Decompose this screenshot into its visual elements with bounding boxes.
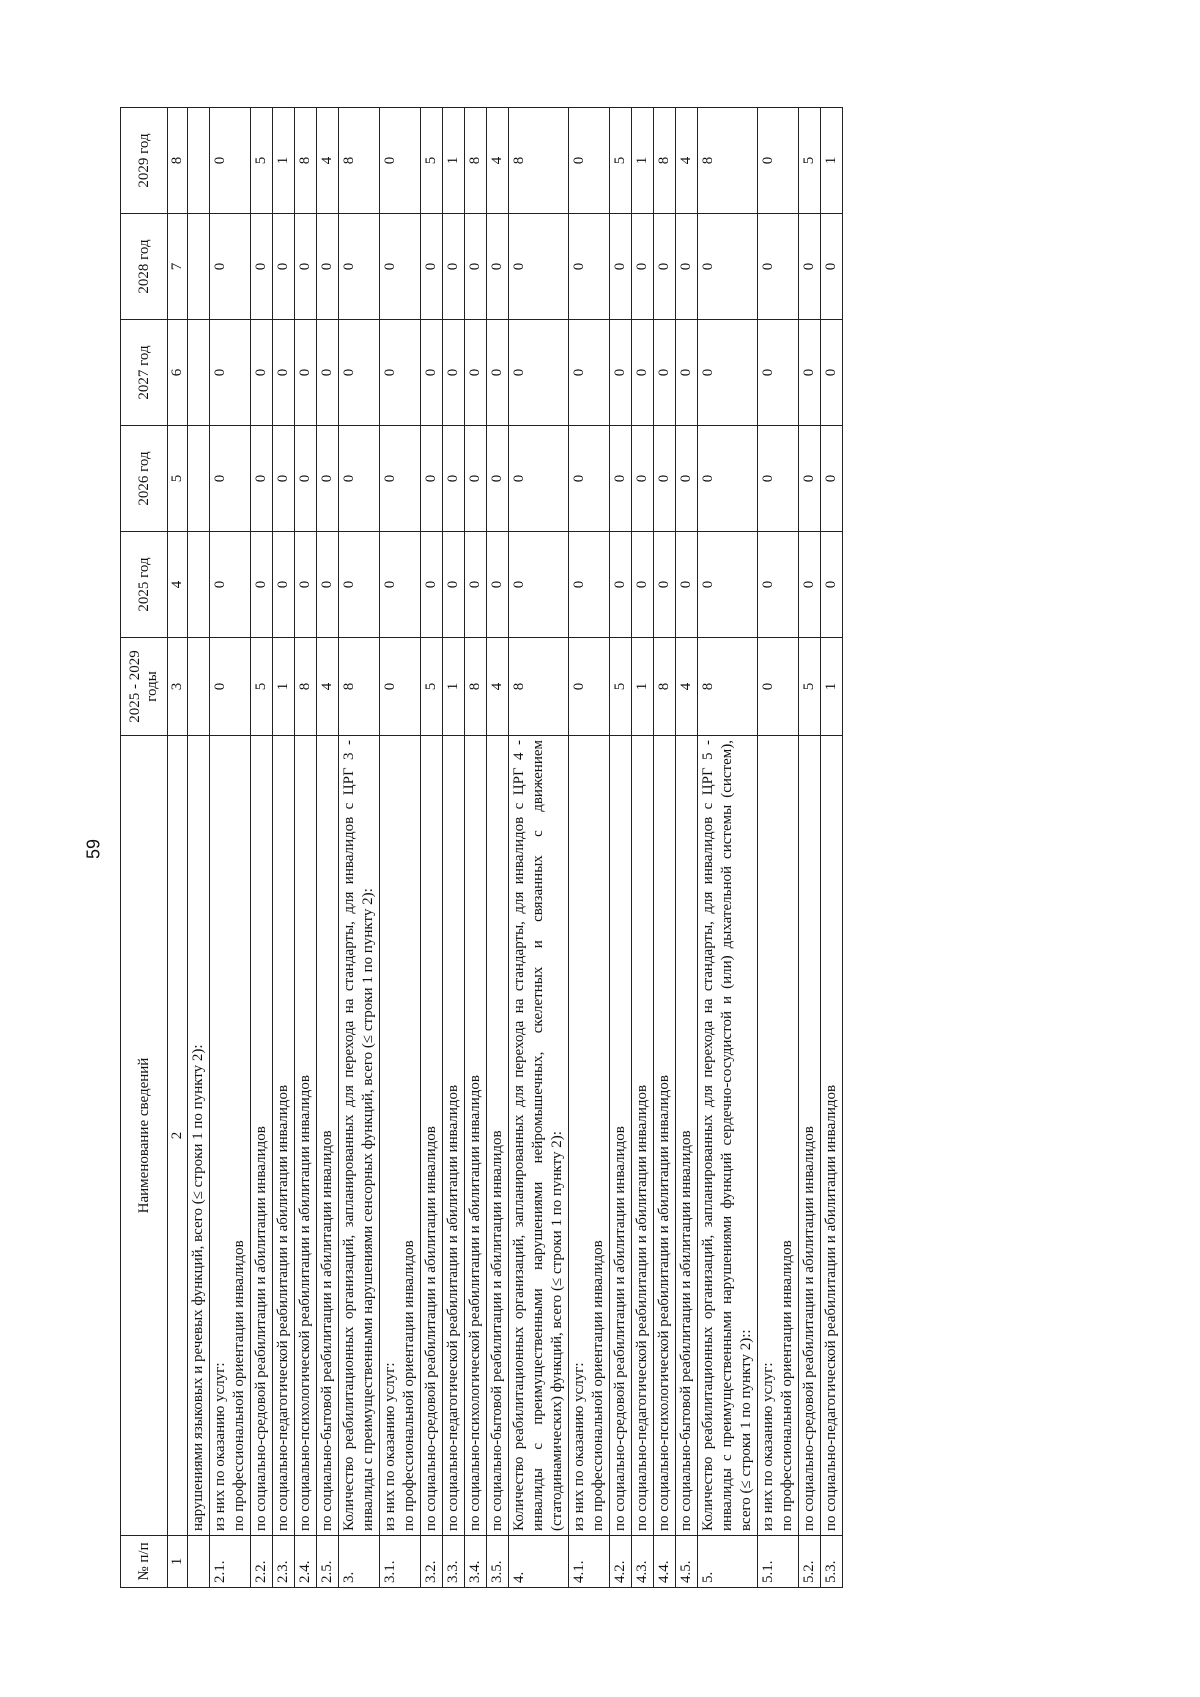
row-value: 8 (465, 638, 487, 736)
row-value: 1 (821, 108, 843, 214)
table-row (509, 108, 569, 1588)
row-number: 4.3. (632, 1536, 654, 1588)
col-number: 2 (168, 736, 188, 1536)
row-value: 0 (295, 426, 317, 532)
row-value: 0 (758, 108, 799, 214)
table-row (273, 108, 295, 1588)
row-value: 0 (380, 320, 421, 426)
row-name: по социально-психологической реабилитации и абилитации инвалидов (295, 736, 317, 1536)
row-number: 5.2. (799, 1536, 821, 1588)
row-value: 0 (654, 532, 676, 638)
table-row (251, 108, 273, 1588)
row-name: нарушениями языковых и речевых функций, всего (≤ строки 1 по пункту 2): (188, 736, 210, 1536)
row-value: 0 (610, 426, 632, 532)
row-number: 3.1. (380, 1536, 421, 1588)
row-value: 0 (273, 214, 295, 320)
table-row (758, 108, 799, 1588)
row-value: 1 (632, 108, 654, 214)
row-number: 5.1. (758, 1536, 799, 1588)
row-value: 0 (295, 532, 317, 638)
rotated-table-container (120, 108, 1020, 1588)
row-value: 8 (654, 638, 676, 736)
row-value: 0 (317, 426, 339, 532)
row-value (188, 532, 210, 638)
row-name: по социально-педагогической реабилитации и абилитации инвалидов (821, 736, 843, 1536)
col-header-2027: 2027 год (121, 320, 168, 426)
row-value: 5 (421, 108, 443, 214)
col-header-total: 2025 - 2029 годы (121, 638, 168, 736)
row-number: 4.1. (569, 1536, 610, 1588)
row-value: 0 (380, 214, 421, 320)
row-name: по социально-психологической реабилитации и абилитации инвалидов (465, 736, 487, 1536)
row-value: 0 (443, 320, 465, 426)
row-value: 0 (380, 108, 421, 214)
table-row (421, 108, 443, 1588)
row-value: 0 (569, 638, 610, 736)
row-value: 8 (509, 108, 569, 214)
row-value: 0 (251, 214, 273, 320)
row-number: 4.4. (654, 1536, 676, 1588)
row-value: 0 (251, 532, 273, 638)
row-value: 0 (821, 320, 843, 426)
col-header-2028: 2028 год (121, 214, 168, 320)
table-row (295, 108, 317, 1588)
row-value: 0 (443, 532, 465, 638)
row-value: 0 (380, 638, 421, 736)
row-value: 0 (465, 426, 487, 532)
row-value: 5 (421, 638, 443, 736)
col-number: 1 (168, 1536, 188, 1588)
row-name: по социально-педагогической реабилитации и абилитации инвалидов (632, 736, 654, 1536)
row-number: 2.2. (251, 1536, 273, 1588)
col-header-2026: 2026 год (121, 426, 168, 532)
row-value: 8 (465, 108, 487, 214)
row-value: 0 (509, 214, 569, 320)
row-value: 0 (698, 320, 758, 426)
row-number (188, 1536, 210, 1588)
row-name: по социально-педагогической реабилитации и абилитации инвалидов (273, 736, 295, 1536)
row-value: 5 (251, 638, 273, 736)
row-value: 0 (380, 426, 421, 532)
row-value: 0 (487, 214, 509, 320)
row-value: 1 (443, 108, 465, 214)
row-name: по социально-бытовой реабилитации и абилитации инвалидов (317, 736, 339, 1536)
table-row (443, 108, 465, 1588)
row-number: 4.2. (610, 1536, 632, 1588)
col-number: 5 (168, 426, 188, 532)
row-value: 8 (654, 108, 676, 214)
row-number: 3.5. (487, 1536, 509, 1588)
row-value: 0 (487, 532, 509, 638)
row-value: 0 (799, 532, 821, 638)
row-value: 0 (758, 638, 799, 736)
row-value: 0 (273, 320, 295, 426)
row-value: 0 (339, 320, 380, 426)
row-value: 0 (509, 426, 569, 532)
table-row (799, 108, 821, 1588)
table-row (569, 108, 610, 1588)
row-number: 5.3. (821, 1536, 843, 1588)
row-value: 0 (251, 320, 273, 426)
row-value: 0 (210, 214, 251, 320)
col-number: 8 (168, 108, 188, 214)
row-value: 4 (317, 638, 339, 736)
table-body (188, 108, 843, 1588)
row-value: 0 (421, 426, 443, 532)
col-header-2025: 2025 год (121, 532, 168, 638)
row-name: по социально-психологической реабилитации и абилитации инвалидов (654, 736, 676, 1536)
row-value: 0 (698, 532, 758, 638)
row-value: 5 (610, 108, 632, 214)
row-value: 0 (569, 320, 610, 426)
row-value: 0 (632, 214, 654, 320)
row-value: 5 (799, 108, 821, 214)
row-value: 0 (421, 320, 443, 426)
row-value: 0 (317, 214, 339, 320)
row-value: 5 (610, 638, 632, 736)
row-name: из них по оказанию услуг: по профессиональной ориентации инвалидов (380, 736, 421, 1536)
row-value: 1 (273, 638, 295, 736)
row-value: 0 (210, 108, 251, 214)
row-value: 0 (273, 426, 295, 532)
row-value: 0 (465, 214, 487, 320)
row-value: 0 (443, 214, 465, 320)
row-value: 0 (654, 320, 676, 426)
table-row (610, 108, 632, 1588)
row-value (188, 320, 210, 426)
table-row (698, 108, 758, 1588)
row-number: 4. (509, 1536, 569, 1588)
col-number: 4 (168, 532, 188, 638)
col-header-name: Наименование сведений (121, 736, 168, 1536)
row-name: из них по оказанию услуг: по профессиональной ориентации инвалидов (758, 736, 799, 1536)
row-value: 0 (210, 426, 251, 532)
table-row (654, 108, 676, 1588)
row-value: 1 (443, 638, 465, 736)
row-name: из них по оказанию услуг: по профессиональной ориентации инвалидов (569, 736, 610, 1536)
col-number: 7 (168, 214, 188, 320)
row-value: 0 (210, 532, 251, 638)
table-row (188, 108, 210, 1588)
row-value: 0 (380, 532, 421, 638)
row-value: 0 (676, 214, 698, 320)
column-number-row (168, 108, 188, 1588)
row-value: 0 (758, 320, 799, 426)
row-value: 0 (210, 320, 251, 426)
row-value: 8 (295, 108, 317, 214)
row-value: 0 (295, 320, 317, 426)
row-value: 0 (676, 320, 698, 426)
row-name: из них по оказанию услуг: по профессиональной ориентации инвалидов (210, 736, 251, 1536)
row-value: 0 (421, 532, 443, 638)
table-row (676, 108, 698, 1588)
row-value: 0 (421, 214, 443, 320)
row-value: 4 (487, 638, 509, 736)
row-value: 0 (698, 214, 758, 320)
col-header-2029: 2029 год (121, 108, 168, 214)
col-number: 6 (168, 320, 188, 426)
row-value: 4 (676, 108, 698, 214)
row-name: по социально-средовой реабилитации и абилитации инвалидов (799, 736, 821, 1536)
row-value: 0 (821, 426, 843, 532)
row-value: 4 (317, 108, 339, 214)
row-value: 0 (317, 532, 339, 638)
row-value: 0 (465, 320, 487, 426)
table-row (317, 108, 339, 1588)
row-value: 0 (487, 320, 509, 426)
row-number: 3. (339, 1536, 380, 1588)
row-value: 0 (210, 638, 251, 736)
data-table (120, 107, 843, 1588)
row-value (188, 638, 210, 736)
row-value: 0 (676, 426, 698, 532)
table-row (339, 108, 380, 1588)
row-value: 0 (799, 320, 821, 426)
row-value: 4 (487, 108, 509, 214)
row-value: 8 (339, 638, 380, 736)
header-row (121, 108, 168, 1588)
row-name: Количество реабилитационных организаций, запланированных для перехода на стандарты, для инвалидов с ЦРГ 3 - инвалиды с преимущественными нарушениями сенсорных функций, всего (≤ строки 1 по пункту 2): (339, 736, 380, 1536)
row-value: 1 (273, 108, 295, 214)
col-number: 3 (168, 638, 188, 736)
row-value: 0 (758, 214, 799, 320)
row-value: 0 (317, 320, 339, 426)
row-value: 0 (610, 532, 632, 638)
page-number: 59 (83, 838, 104, 860)
row-number: 5. (698, 1536, 758, 1588)
row-value: 0 (758, 532, 799, 638)
row-value: 0 (698, 426, 758, 532)
row-number: 3.2. (421, 1536, 443, 1588)
row-name: по социально-средовой реабилитации и абилитации инвалидов (610, 736, 632, 1536)
row-value: 0 (569, 214, 610, 320)
row-name: по социально-бытовой реабилитации и абилитации инвалидов (487, 736, 509, 1536)
table-row (487, 108, 509, 1588)
row-value: 0 (251, 426, 273, 532)
row-value: 0 (339, 426, 380, 532)
table-row (380, 108, 421, 1588)
row-value (188, 214, 210, 320)
row-value: 0 (465, 532, 487, 638)
row-value: 0 (569, 532, 610, 638)
row-value: 0 (273, 532, 295, 638)
table-row (821, 108, 843, 1588)
table-row (632, 108, 654, 1588)
row-value: 8 (509, 638, 569, 736)
row-name: по социально-бытовой реабилитации и абилитации инвалидов (676, 736, 698, 1536)
row-value: 8 (698, 638, 758, 736)
row-value: 0 (509, 320, 569, 426)
row-number: 2.1. (210, 1536, 251, 1588)
row-value: 8 (698, 108, 758, 214)
row-number: 4.5. (676, 1536, 698, 1588)
row-name: по социально-педагогической реабилитации и абилитации инвалидов (443, 736, 465, 1536)
row-value: 0 (821, 214, 843, 320)
row-value: 0 (758, 426, 799, 532)
row-value: 5 (799, 638, 821, 736)
row-name: по социально-средовой реабилитации и абилитации инвалидов (251, 736, 273, 1536)
row-value: 1 (632, 638, 654, 736)
row-value: 0 (610, 320, 632, 426)
row-name: по социально-средовой реабилитации и абилитации инвалидов (421, 736, 443, 1536)
row-name: Количество реабилитационных организаций, запланированных для перехода на стандарты, для инвалидов с ЦРГ 4 - инвалиды с преимущественными нарушениями нейромышечных, скелетных и связанных с движением (статодинамических) функций, всего (≤ строки 1 по пункту 2): (509, 736, 569, 1536)
row-value: 0 (799, 426, 821, 532)
row-value: 8 (295, 638, 317, 736)
row-value: 0 (654, 426, 676, 532)
row-number: 2.4. (295, 1536, 317, 1588)
row-value: 0 (295, 214, 317, 320)
row-value: 0 (632, 320, 654, 426)
row-value: 0 (821, 532, 843, 638)
row-name: Количество реабилитационных организаций, запланированных для перехода на стандарты, для инвалидов с ЦРГ 5 - инвалиды с преимущественными нарушениями функций сердечно-сосудистой и (или) дыхательной системы (систем), всего (≤ строки 1 по пункту 2):: (698, 736, 758, 1536)
row-value: 1 (821, 638, 843, 736)
row-number: 3.3. (443, 1536, 465, 1588)
table-row (465, 108, 487, 1588)
row-value: 0 (569, 108, 610, 214)
row-value: 0 (443, 426, 465, 532)
col-header-num: № п/п (121, 1536, 168, 1588)
row-value: 5 (251, 108, 273, 214)
row-value: 0 (676, 532, 698, 638)
row-value: 0 (487, 426, 509, 532)
row-value: 0 (339, 532, 380, 638)
row-number: 3.4. (465, 1536, 487, 1588)
row-value (188, 108, 210, 214)
row-value: 0 (509, 532, 569, 638)
row-value (188, 426, 210, 532)
row-value: 0 (632, 426, 654, 532)
row-value: 4 (676, 638, 698, 736)
row-value: 0 (610, 214, 632, 320)
row-value: 0 (339, 214, 380, 320)
row-value: 8 (339, 108, 380, 214)
row-number: 2.5. (317, 1536, 339, 1588)
row-value: 0 (632, 532, 654, 638)
row-number: 2.3. (273, 1536, 295, 1588)
row-value: 0 (569, 426, 610, 532)
row-value: 0 (654, 214, 676, 320)
table-row (210, 108, 251, 1588)
row-value: 0 (799, 214, 821, 320)
